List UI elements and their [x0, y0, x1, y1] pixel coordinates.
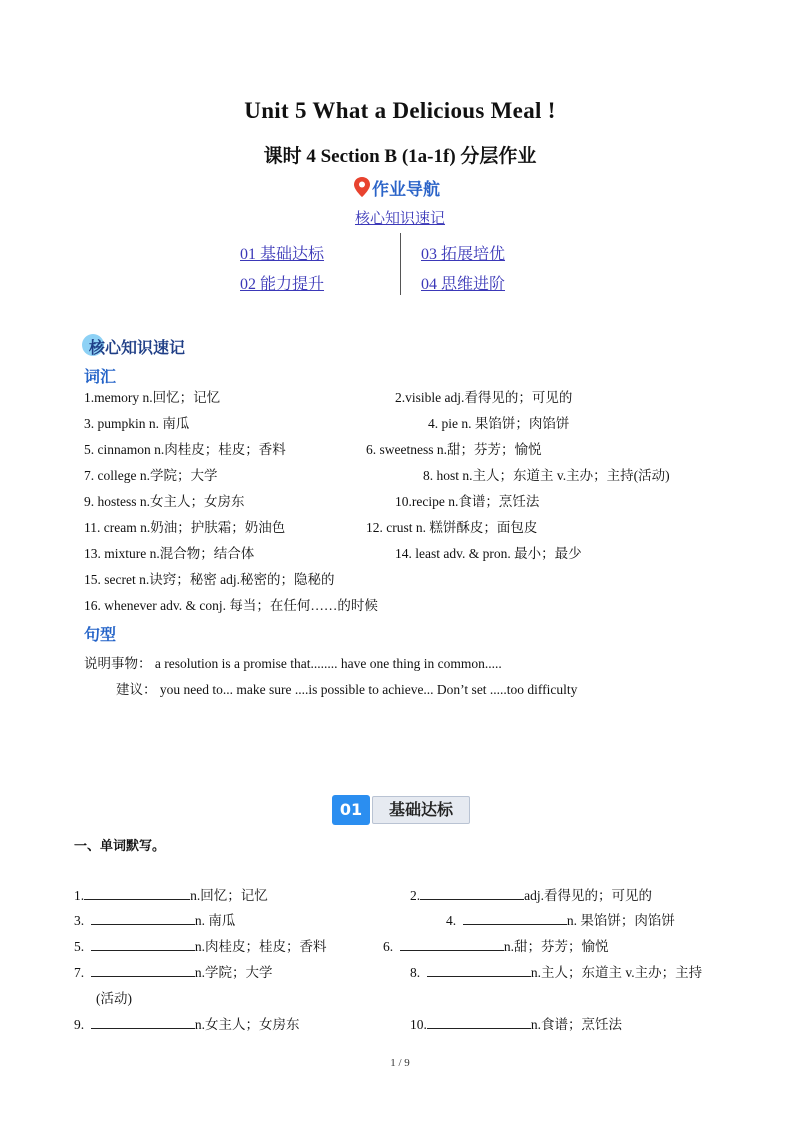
nav-divider: [400, 233, 401, 295]
page-subtitle: 课时 4 Section B (1a-1f) 分层作业: [263, 146, 537, 167]
section-01-badge: [332, 795, 470, 825]
answer-blank[interactable]: [427, 1016, 531, 1029]
answer-blank[interactable]: [400, 938, 504, 951]
blank-number: 4.: [446, 913, 457, 928]
vocab-item: 3. pumpkin n. 南瓜: [84, 416, 190, 431]
section-label: 基础达标: [372, 796, 470, 824]
vocab-item: 1.memory n.回忆；记忆: [84, 390, 221, 405]
vocab-item: 7. college n.学院；大学: [84, 468, 218, 483]
blank-hint: n. 果馅饼；肉馅饼: [566, 913, 675, 928]
nav-link-03[interactable]: 03 拓展培优: [421, 246, 506, 263]
answer-blank[interactable]: [420, 887, 524, 900]
blank-hint: n.甜；芬芳；愉悦: [503, 939, 609, 954]
vocab-item: 10.recipe n.食谱；烹饪法: [395, 494, 540, 509]
blank-hint: n.肉桂皮；桂皮；香料: [194, 939, 327, 954]
vocab-item: 16. whenever adv. & conj. 每当；在任何……的时候: [84, 598, 378, 613]
blank-number: 5.: [74, 939, 85, 954]
blank-item: [74, 935, 327, 955]
blank-item: [410, 961, 702, 981]
nav-link-04[interactable]: 04 思维进阶: [421, 276, 506, 293]
core-knowledge-link[interactable]: 核心知识速记: [354, 211, 445, 227]
core-heading: 核心知识速记: [89, 338, 186, 357]
sentence-pattern: 建议： you need to... make sure ....is possible to achieve... Don’t set .....too difficulty: [116, 682, 578, 697]
answer-blank[interactable]: [91, 938, 195, 951]
vocab-item: 6. sweetness n.甜；芬芳；愉悦: [366, 442, 542, 457]
vocab-item: 11. cream n.奶油；护肤霜；奶油色: [84, 520, 286, 535]
blank-item: [74, 884, 268, 904]
part1-heading: 一、单词默写。: [74, 839, 166, 854]
blank-hint: n.食谱；烹饪法: [530, 1017, 622, 1032]
vocab-item: 12. crust n. 糕饼酥皮；面包皮: [366, 520, 538, 535]
nav-heading: 作业导航: [372, 180, 440, 200]
blank-hint: adj.看得见的；可见的: [524, 888, 652, 903]
blank-number: 3.: [74, 913, 85, 928]
answer-blank[interactable]: [463, 912, 567, 925]
vocab-heading: 词汇: [84, 367, 117, 386]
answer-blank[interactable]: [91, 1016, 195, 1029]
blank-item: [383, 935, 609, 955]
blank-item: [74, 961, 273, 981]
blank-item: [446, 909, 675, 929]
blank-number: 9.: [74, 1017, 85, 1032]
answer-blank[interactable]: [91, 964, 195, 977]
map-pin-icon: [354, 177, 370, 197]
vocab-item: 15. secret n.诀窍；秘密 adj.秘密的；隐秘的: [84, 572, 335, 587]
page-number: 1 / 9: [390, 1057, 410, 1069]
blank-hint: n.女主人；女房东: [194, 1017, 300, 1032]
blank-item: [74, 1013, 300, 1033]
blank-hint: n. 南瓜: [194, 913, 236, 928]
blank-hint: n.回忆；记忆: [190, 888, 268, 903]
blank-number: 6.: [383, 939, 394, 954]
blank-number: 2.: [410, 888, 421, 903]
blank-number: 1.: [74, 888, 85, 903]
vocab-item: 4. pie n. 果馅饼；肉馅饼: [428, 416, 570, 431]
core-heading-badge: [82, 332, 200, 358]
sentence-heading: 句型: [84, 625, 117, 644]
blank-number: 10.: [410, 1017, 427, 1032]
sentence-pattern: 说明事物： a resolution is a promise that........ have one thing in common.....: [84, 656, 502, 671]
section-number: 01: [332, 795, 370, 825]
blank-hint: n.学院；大学: [194, 965, 273, 980]
blank-number: 7.: [74, 965, 85, 980]
answer-blank[interactable]: [84, 887, 190, 900]
vocab-item: 5. cinnamon n.肉桂皮；桂皮；香料: [84, 442, 286, 457]
blank-number: 8.: [410, 965, 421, 980]
vocab-item: 13. mixture n.混合物；结合体: [84, 546, 255, 561]
blank-item: [74, 909, 235, 929]
nav-link-01[interactable]: 01 基础达标: [240, 246, 325, 263]
blank-item: [410, 1013, 622, 1033]
page-title: Unit 5 What a Delicious Meal !: [244, 98, 556, 123]
blank-item: [410, 884, 652, 904]
blank-continuation: (活动): [96, 991, 132, 1006]
answer-blank[interactable]: [91, 912, 195, 925]
vocab-item: 14. least adv. & pron. 最小；最少: [395, 546, 582, 561]
vocab-item: 8. host n.主人；东道主 v.主办；主持(活动): [423, 468, 670, 483]
blank-hint: n.主人；东道主 v.主办；主持: [530, 965, 703, 980]
answer-blank[interactable]: [427, 964, 531, 977]
vocab-item: 2.visible adj.看得见的；可见的: [395, 390, 573, 405]
nav-link-02[interactable]: 02 能力提升: [240, 276, 325, 293]
vocab-item: 9. hostess n.女主人；女房东: [84, 494, 245, 509]
